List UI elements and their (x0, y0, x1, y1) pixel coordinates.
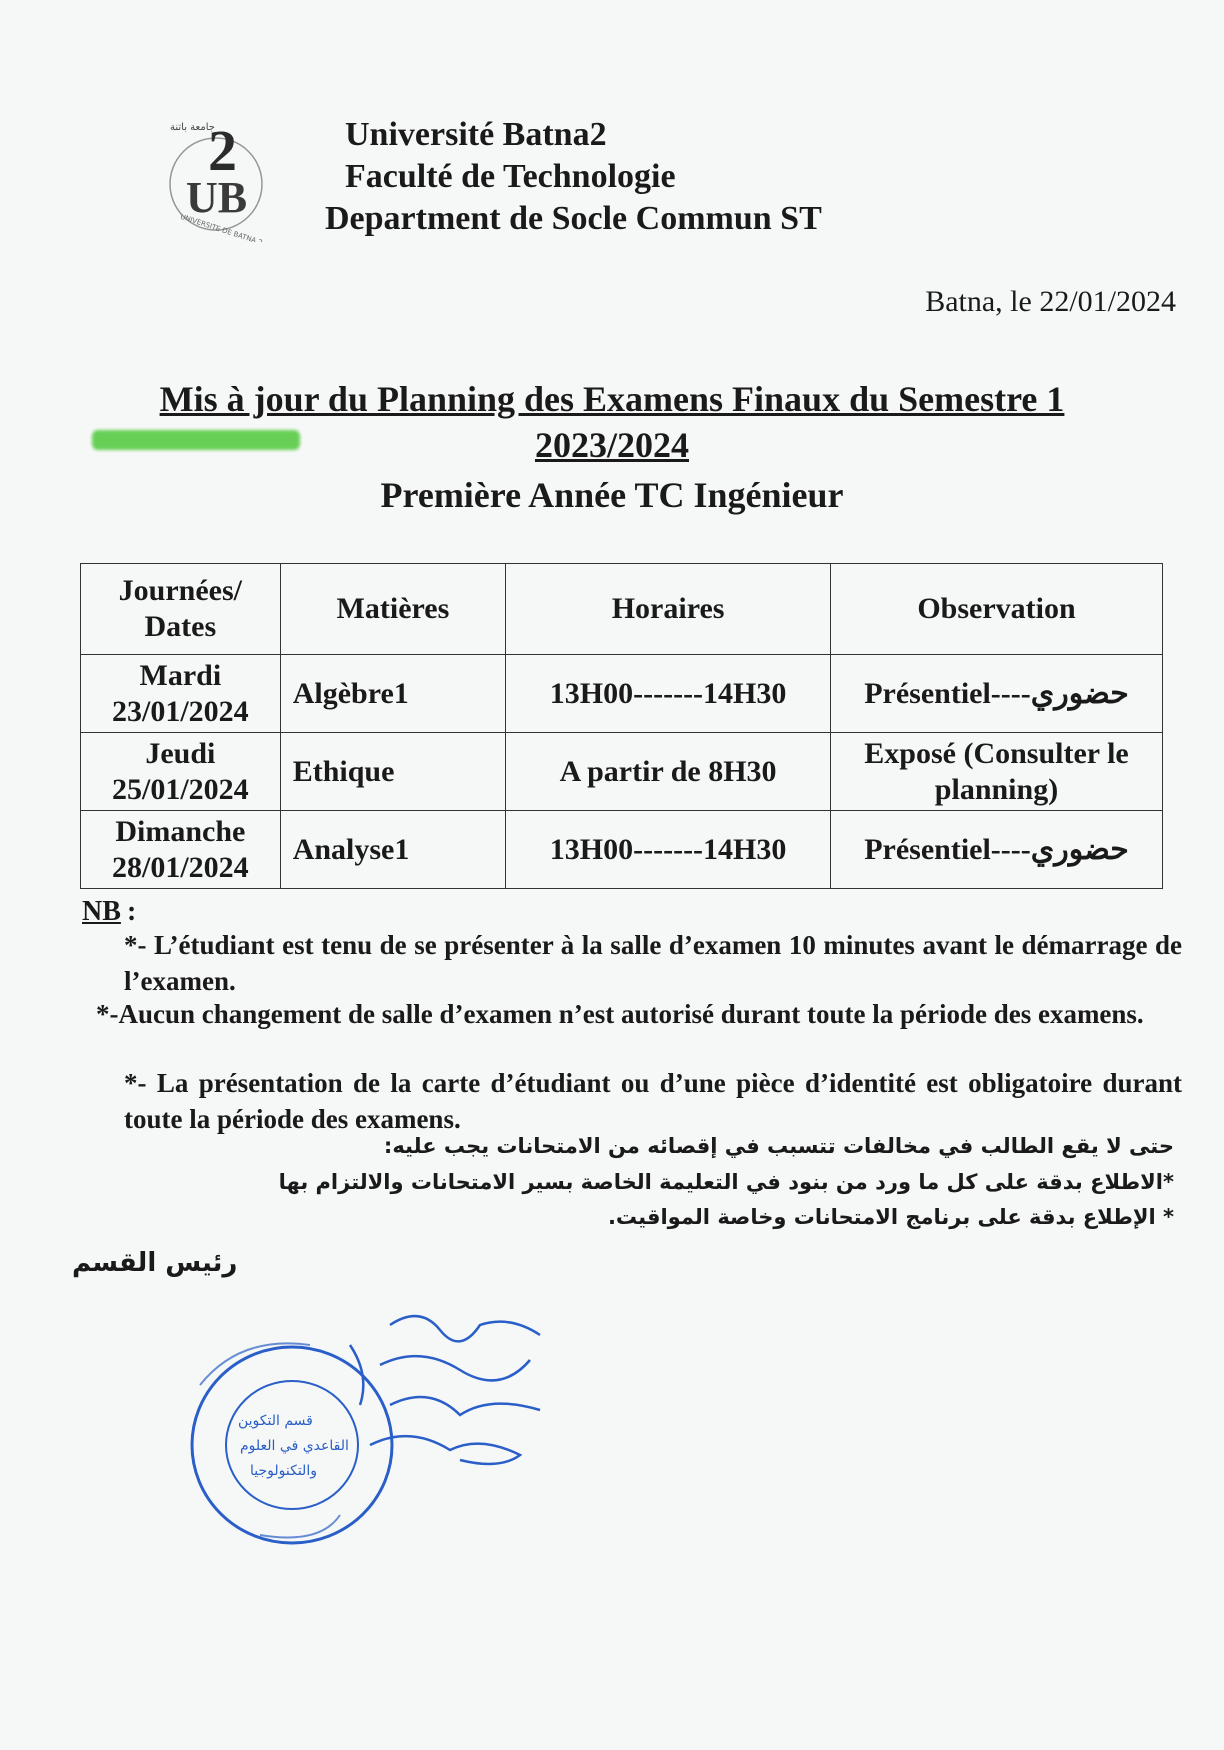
stamp-center-text: والتكنولوجيا (250, 1463, 317, 1479)
university-logo (168, 112, 288, 242)
note-item: *-Aucun changement de salle d’examen n’est autorisé durant toute la période des examens. (96, 999, 1144, 1029)
cell-date (81, 655, 281, 733)
header-subjects: Matières (280, 564, 505, 655)
document-title (0, 376, 1224, 518)
stamp-center-text: القاعدي في العلوم (240, 1438, 349, 1454)
cell-observation: Exposé (Consulter le planning) (831, 733, 1163, 811)
header-times: Horaires (506, 564, 831, 655)
official-stamp-and-signature (180, 1285, 600, 1585)
cell-time: 13H00-------14H30 (506, 811, 831, 889)
row-date: 23/01/2024 (112, 694, 249, 728)
nb-label: NB (82, 896, 121, 927)
title-line-2: 2023/2024 (534, 425, 689, 465)
row-day: Mardi (139, 658, 222, 692)
title-line-1: Mis à jour du Planning des Examens Finaux du Semestre 1 (159, 379, 1065, 419)
nb-colon: : (127, 896, 137, 927)
cell-date (81, 811, 281, 889)
document-date: Batna, le 22/01/2024 (925, 285, 1176, 318)
table-row (81, 655, 1163, 733)
cell-observation: Présentiel----حضوري (831, 655, 1163, 733)
cell-subject: Ethique (280, 733, 505, 811)
arabic-note-intro: حتى لا يقع الطالب في مخالفات تتسبب في إقصائه من الامتحانات يجب عليه: (383, 1134, 1174, 1158)
table-row (81, 733, 1163, 811)
header-dates: Journées/ Dates (81, 564, 281, 655)
note-item: *- La présentation de la carte d’étudiant ou d’une pièce d’identité est obligatoire durant toute la période des examens. (124, 1068, 1182, 1134)
cell-subject: Analyse1 (280, 811, 505, 889)
handwritten-signature (350, 1316, 540, 1464)
cell-time: 13H00-------14H30 (506, 655, 831, 733)
table-header-row (81, 564, 1163, 655)
exam-schedule-table (80, 563, 1163, 889)
row-day: Jeudi (145, 736, 216, 770)
department-name: Department de Socle Commun ST (325, 200, 822, 237)
logo-number: 2 (208, 118, 237, 183)
note-item: *- L’étudiant est tenu de se présenter à la salle d’examen 10 minutes avant le démarrage de l’examen. (124, 930, 1182, 996)
cell-date (81, 733, 281, 811)
cell-observation: Présentiel----حضوري (831, 811, 1163, 889)
logo-ring-text: UNIVERSITE DE BATNA 2 (179, 212, 264, 242)
university-name: Université Batna2 (345, 116, 607, 153)
logo-letters: UB (186, 173, 248, 222)
logo-arabic-text: جامعة باتنة (170, 122, 215, 133)
department-head-title: رئيس القسم (72, 1248, 238, 1278)
faculty-name: Faculté de Technologie (345, 158, 676, 195)
cell-subject: Algèbre1 (280, 655, 505, 733)
row-day: Dimanche (115, 814, 246, 848)
stamp-center-text: قسم التكوين (238, 1413, 313, 1429)
cell-time: A partir de 8H30 (506, 733, 831, 811)
header-observation: Observation (831, 564, 1163, 655)
row-date: 25/01/2024 (112, 772, 249, 806)
arabic-note-item: *الاطلاع بدقة على كل ما ورد من بنود في التعليمة الخاصة بسير الامتحانات والالتزام بها (278, 1170, 1174, 1194)
title-line-3: Première Année TC Ingénieur (380, 475, 844, 515)
institution-header (325, 114, 822, 240)
arabic-note-item: * الإطلاع بدقة على برنامج الامتحانات وخاصة المواقيت. (607, 1205, 1174, 1229)
row-date: 28/01/2024 (112, 850, 249, 884)
table-row (81, 811, 1163, 889)
